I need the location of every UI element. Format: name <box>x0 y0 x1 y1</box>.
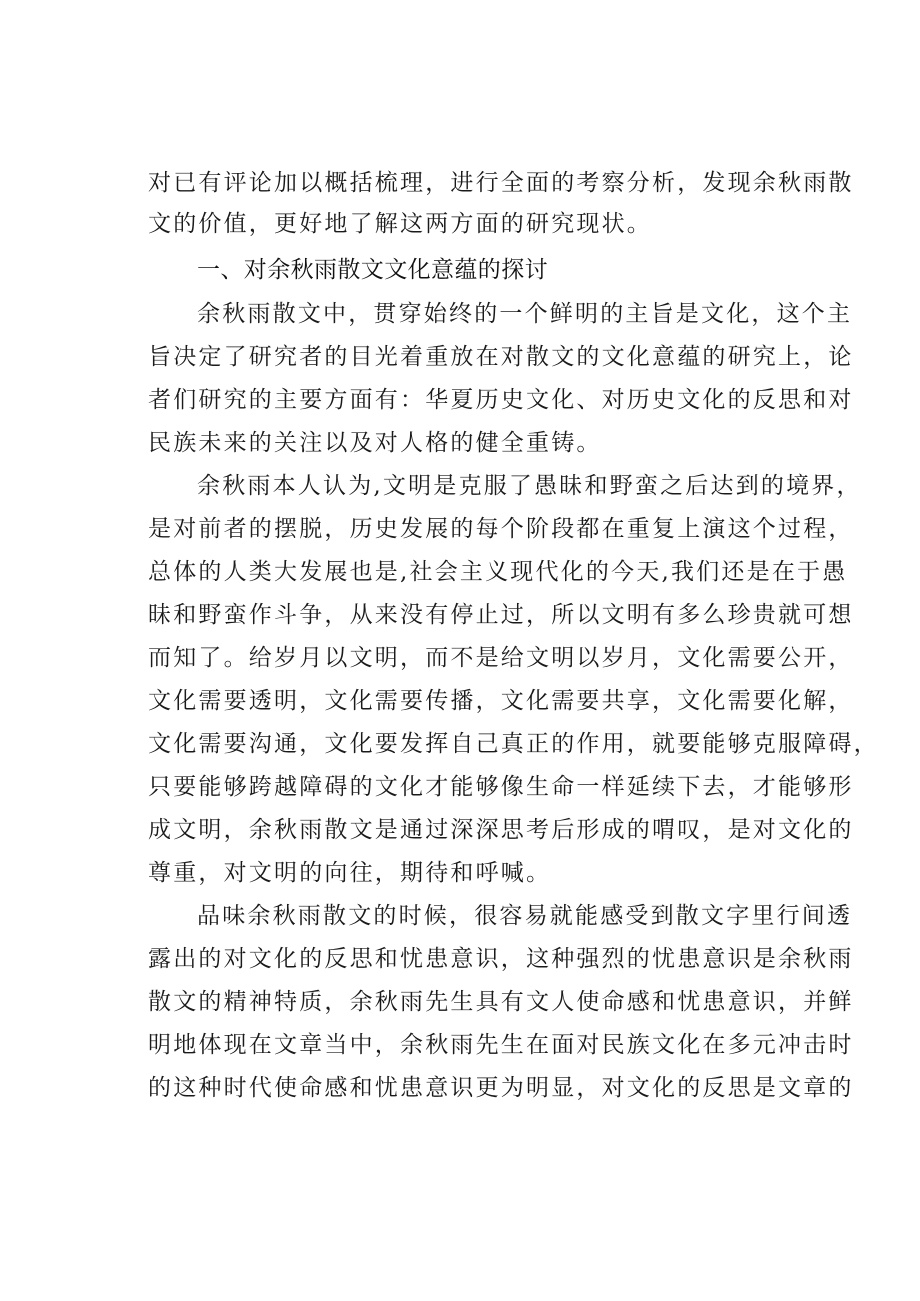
text-line: 只要能够跨越障碍的文化才能够像生命一样延续下去，才能够形 <box>148 774 854 800</box>
text-line: 是对前者的摆脱，历史发展的每个阶段都在重复上演这个过程， <box>148 516 854 542</box>
section-heading: 一、对余秋雨散文文化意蕴的探讨 <box>197 257 548 283</box>
text-line: 总体的人类大发展也是,社会主义现代化的今天,我们还是在于愚 <box>148 559 848 585</box>
text-line: 明地体现在文章当中，余秋雨先生在面对民族文化在多元冲击时 <box>148 1032 854 1058</box>
text-line: 余秋雨本人认为,文明是克服了愚昧和野蛮之后达到的境界， <box>197 473 862 499</box>
text-line: 文化需要沟通，文化要发挥自己真正的作用，就要能够克服障碍， <box>148 731 879 757</box>
text-line: 对已有评论加以概括梳理，进行全面的考察分析，发现余秋雨散 <box>148 170 854 196</box>
text-line: 散文的精神特质，余秋雨先生具有文人使命感和忧患意识，并鲜 <box>148 989 854 1015</box>
text-line: 而知了。给岁月以文明，而不是给文明以岁月，文化需要公开， <box>148 645 854 671</box>
text-line: 品味余秋雨散文的时候，很容易就能感受到散文字里行间透 <box>197 903 853 929</box>
text-line: 尊重，对文明的向往，期待和呼喊。 <box>148 860 552 886</box>
text-line: 的这种时代使命感和忧患意识更为明显，对文化的反思是文章的 <box>148 1075 854 1101</box>
text-line: 昧和野蛮作斗争，从来没有停止过，所以文明有多么珍贵就可想 <box>148 602 854 628</box>
text-line: 民族未来的关注以及对人格的健全重铸。 <box>148 430 602 456</box>
text-line: 余秋雨散文中，贯穿始终的一个鲜明的主旨是文化，这个主 <box>197 301 853 327</box>
text-line: 文化需要透明，文化需要传播，文化需要共享，文化需要化解， <box>148 688 854 714</box>
text-line: 成文明，余秋雨散文是通过深深思考后形成的喟叹，是对文化的 <box>148 817 854 843</box>
text-line: 者们研究的主要方面有：华夏历史文化、对历史文化的反思和对 <box>148 387 854 413</box>
text-line: 露出的对文化的反思和忧患意识，这种强烈的忧患意识是余秋雨 <box>148 946 854 972</box>
text-line: 旨决定了研究者的目光着重放在对散文的文化意蕴的研究上，论 <box>148 344 854 370</box>
text-line: 文的价值，更好地了解这两方面的研究现状。 <box>148 211 652 237</box>
